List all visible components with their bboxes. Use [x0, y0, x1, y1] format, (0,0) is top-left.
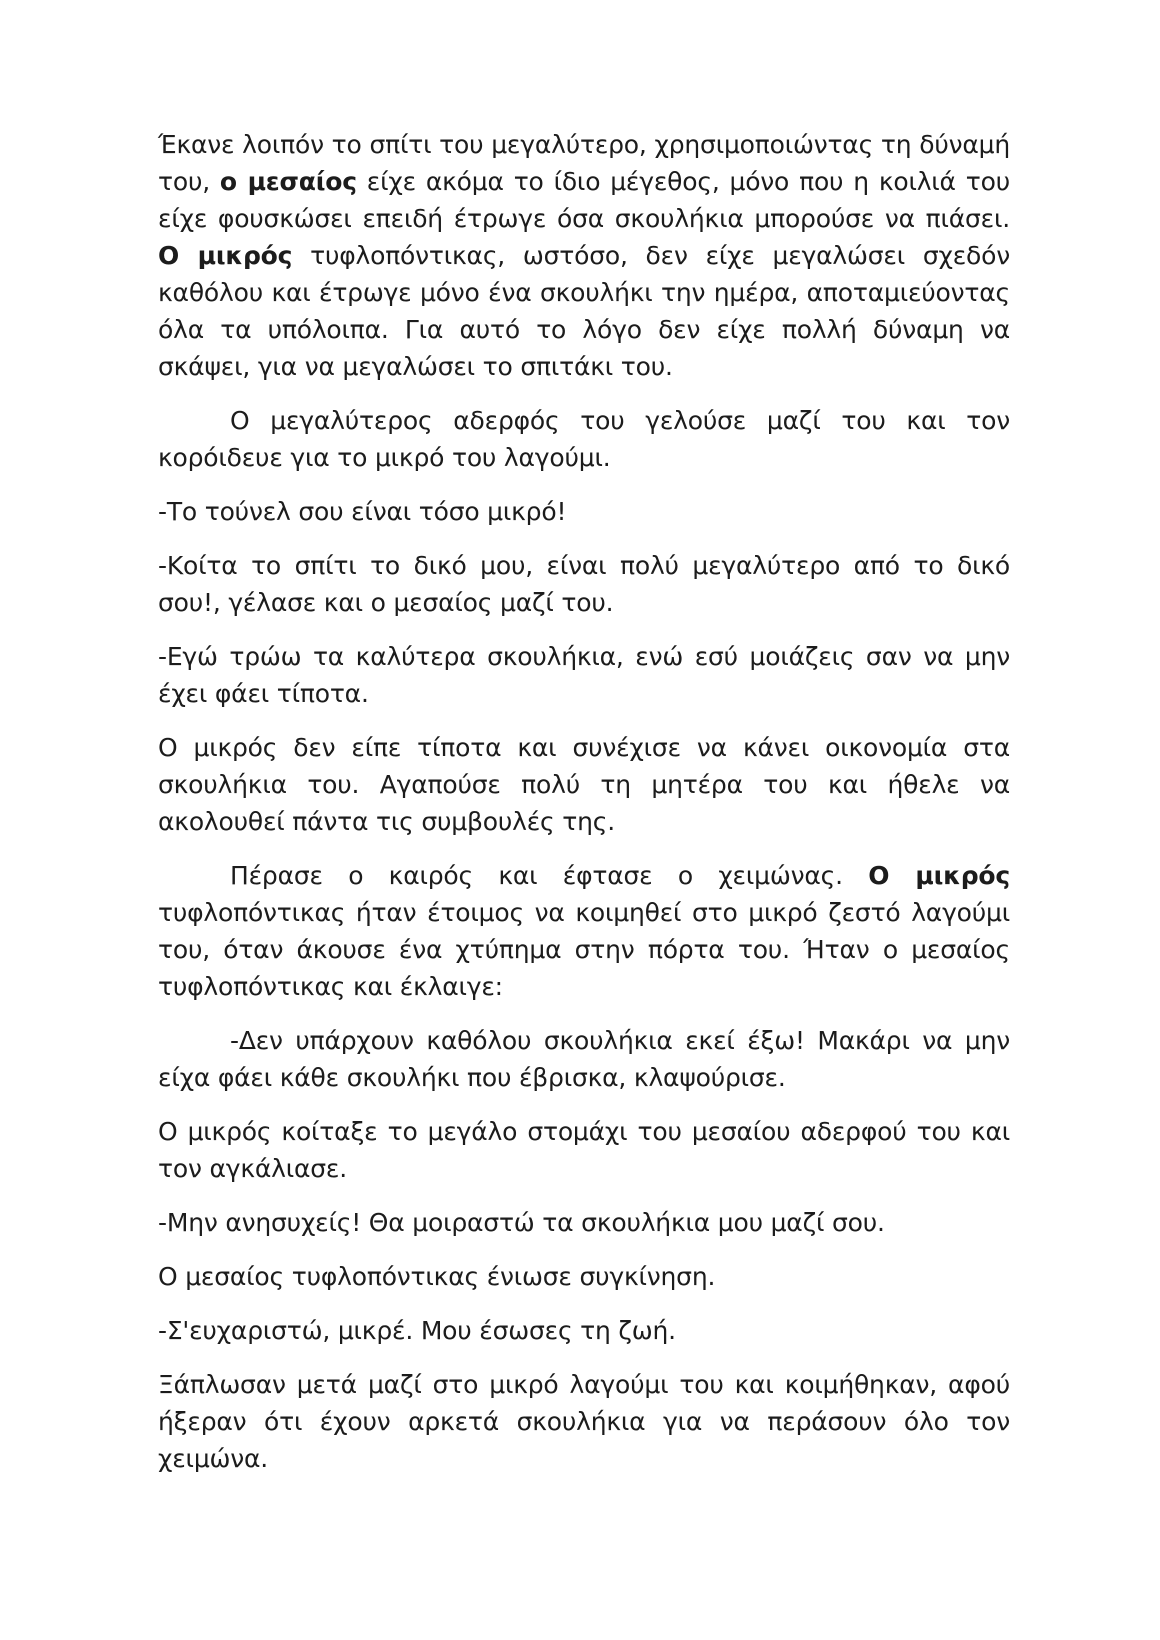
text-run: Ο μικρός δεν είπε τίποτα και συνέχισε να κάνει οικονομία στα σκουλήκια του. Αγαπούσε πολύ τη μητέρα του και ήθελε να ακολουθεί πάντα τις συμβουλές της. [158, 733, 1010, 836]
text-run: είχε ακόμα το ίδιο μέγεθος, μόνο που η κοιλιά του είχε φουσκώσει επειδή έτρωγε όσα σκουλήκια μπορούσε να πιάσει. [158, 167, 1010, 233]
text-run: τυφλοπόντικας, ωστόσο, δεν είχε μεγαλώσει σχεδόν καθόλου και έτρωγε μόνο ένα σκουλήκι την ημέρα, αποταμιεύοντας όλα τα υπόλοιπα. Για αυτό το λόγο δεν είχε πολλή δύναμη να σκάψει, για να μεγαλώσει το σπιτάκι του. [158, 241, 1010, 381]
paragraph [158, 547, 1010, 621]
text-run: Ο μικρός κοίταξε το μεγάλο στομάχι του μεσαίου αδερφού του και τον αγκάλιασε. [158, 1117, 1010, 1183]
bold-text-run: Ο μικρός [868, 861, 1010, 890]
text-run: Ο μεγαλύτερος αδερφός του γελούσε μαζί του και τον κορόιδευε για το μικρό του λαγούμι. [158, 406, 1010, 472]
bold-text-run: ο μεσαίος [219, 167, 357, 196]
paragraph [158, 1258, 1010, 1295]
text-run: Ο μεσαίος τυφλοπόντικας ένιωσε συγκίνηση. [158, 1262, 716, 1291]
document-body [158, 126, 1010, 1494]
text-run: -Μην ανησυχείς! Θα μοιραστώ τα σκουλήκια μου μαζί σου. [158, 1208, 885, 1237]
text-run: -Δεν υπάρχουν καθόλου σκουλήκια εκεί έξω! Μακάρι να μην είχα φάει κάθε σκουλήκι που έβρισκα, κλαψούρισε. [158, 1026, 1010, 1092]
text-run: -Το τούνελ σου είναι τόσο μικρό! [158, 497, 567, 526]
paragraph [158, 402, 1010, 476]
paragraph [158, 729, 1010, 840]
paragraph [158, 1022, 1010, 1096]
text-run: -Κοίτα το σπίτι το δικό μου, είναι πολύ μεγαλύτερο από το δικό σου!, γέλασε και ο μεσαίος μαζί του. [158, 551, 1010, 617]
paragraph [158, 126, 1010, 385]
paragraph [158, 857, 1010, 1005]
bold-text-run: Ο μικρός [158, 241, 293, 270]
paragraph [158, 1312, 1010, 1349]
text-run: τυφλοπόντικας ήταν έτοιμος να κοιμηθεί στο μικρό ζεστό λαγούμι του, όταν άκουσε ένα χτύπημα στην πόρτα του. Ήταν ο μεσαίος τυφλοπόντικας και έκλαιγε: [158, 898, 1010, 1001]
text-run: Έκανε λοιπόν το σπίτι του μεγαλύτερο, χρησιμοποιώντας τη δύναμή του, [158, 130, 1010, 196]
paragraph [158, 1113, 1010, 1187]
text-run: Πέρασε ο καιρός και έφτασε ο χειμώνας. [230, 861, 869, 890]
paragraph [158, 1366, 1010, 1477]
paragraph [158, 638, 1010, 712]
paragraph [158, 493, 1010, 530]
paragraph [158, 1204, 1010, 1241]
text-run: -Σ'ευχαριστώ, μικρέ. Μου έσωσες τη ζωή. [158, 1316, 676, 1345]
text-run: Ξάπλωσαν μετά μαζί στο μικρό λαγούμι του και κοιμήθηκαν, αφού ήξεραν ότι έχουν αρκετά σκουλήκια για να περάσουν όλο τον χειμώνα. [158, 1370, 1010, 1473]
text-run: -Εγώ τρώω τα καλύτερα σκουλήκια, ενώ εσύ μοιάζεις σαν να μην έχει φάει τίποτα. [158, 642, 1010, 708]
